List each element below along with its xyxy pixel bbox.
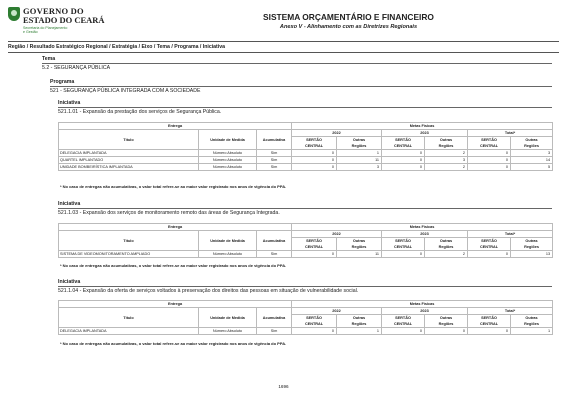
row-unit: Número Absoluto xyxy=(199,328,257,335)
total-header: Total* xyxy=(468,231,553,238)
tema-underline xyxy=(42,63,552,64)
row-unit: Número Absoluto xyxy=(199,157,257,164)
logo-subtitle-2: e Gestão xyxy=(23,30,38,34)
iniciativa-label: Iniciativa xyxy=(58,279,81,285)
row-value: 0 xyxy=(382,328,425,335)
year-2023-header: 2023 xyxy=(382,130,468,137)
acumulativa-header: Acumulativa xyxy=(257,308,292,328)
row-value: 2 xyxy=(425,251,468,258)
sertao-central-header: SERTÃO CENTRAL xyxy=(382,315,425,328)
row-value: 5 xyxy=(511,164,553,171)
logo-line-2: ESTADO DO CEARÁ xyxy=(23,15,105,25)
row-title: SISTEMA DE VIDEOMONITORAMENTO AMPLIADO xyxy=(59,251,199,258)
acumulativa-header: Acumulativa xyxy=(257,130,292,150)
table-footnote: * No caso de entregas não acumulativas, o valor total refere-se ao maior valor registrado nos anos de vigência do PPA. xyxy=(60,341,287,346)
document-title: SISTEMA ORÇAMENTÁRIO E FINANCEIRO xyxy=(263,12,434,22)
sertao-central-header: SERTÃO CENTRAL xyxy=(292,315,337,328)
outras-regioes-header: Outras Regiões xyxy=(425,315,468,328)
outras-regioes-header: Outras Regiões xyxy=(425,238,468,251)
row-unit: Número Absoluto xyxy=(199,150,257,157)
total-header: Total* xyxy=(468,130,553,137)
entrega-header: Entrega xyxy=(59,224,292,231)
table-row xyxy=(59,157,553,164)
row-value: 0 xyxy=(382,251,425,258)
outras-regioes-header: Outras Regiões xyxy=(337,238,382,251)
tema-label: Tema xyxy=(42,56,56,62)
row-value: 3 xyxy=(337,164,382,171)
metas-table xyxy=(58,122,553,171)
row-value: 0 xyxy=(382,157,425,164)
iniciativa-value: 521.1.01 - Expansão da prestação dos serviços de Segurança Pública. xyxy=(58,109,222,115)
metas-header: Metas Físicas xyxy=(292,301,553,308)
row-title: QUARTEL IMPLANTADO xyxy=(59,157,199,164)
row-value: 0 xyxy=(468,328,511,335)
table-footnote: * No caso de entregas não acumulativas, o valor total refere-se ao maior valor registrado nos anos de vigência do PPA. xyxy=(60,184,287,189)
outras-regioes-header: Outras Regiões xyxy=(337,137,382,150)
sertao-central-header: SERTÃO CENTRAL xyxy=(468,315,511,328)
row-value: 0 xyxy=(425,328,468,335)
document-subtitle: Anexo V - Alinhamento com as Diretrizes Regionais xyxy=(279,24,418,30)
table-row xyxy=(59,150,553,157)
row-value: 3 xyxy=(425,157,468,164)
entrega-header: Entrega xyxy=(59,123,292,130)
row-value: 3 xyxy=(511,150,553,157)
row-accumulative: Sim xyxy=(257,157,292,164)
iniciativa-label: Iniciativa xyxy=(58,201,81,207)
sertao-central-header: SERTÃO CENTRAL xyxy=(382,137,425,150)
sertao-central-header: SERTÃO CENTRAL xyxy=(468,238,511,251)
row-value: 0 xyxy=(468,164,511,171)
row-value: 0 xyxy=(292,150,337,157)
row-value: 2 xyxy=(425,150,468,157)
metas-table xyxy=(58,223,553,258)
year-2022-header: 2022 xyxy=(292,308,382,315)
row-unit: Número Absoluto xyxy=(199,164,257,171)
total-header: Total* xyxy=(468,308,553,315)
row-value: 0 xyxy=(292,157,337,164)
unidade-header: Unidade de Medida xyxy=(199,231,257,251)
sertao-central-header: SERTÃO CENTRAL xyxy=(292,137,337,150)
iniciativa-underline xyxy=(58,208,552,209)
row-value: 2 xyxy=(425,164,468,171)
entrega-header: Entrega xyxy=(59,301,292,308)
row-accumulative: Sim xyxy=(257,150,292,157)
row-title: DELEGACIA IMPLANTADA xyxy=(59,328,199,335)
outras-regioes-header: Outras Regiões xyxy=(511,315,553,328)
unidade-header: Unidade de Medida xyxy=(199,130,257,150)
row-accumulative: Sim xyxy=(257,164,292,171)
page-header xyxy=(0,0,567,42)
breadcrumb-divider xyxy=(8,52,559,53)
outras-regioes-header: Outras Regiões xyxy=(511,137,553,150)
row-title: UNIDADE BOMBEIRÍSTICA IMPLANTADA xyxy=(59,164,199,171)
row-value: 11 xyxy=(337,157,382,164)
row-value: 0 xyxy=(382,150,425,157)
unidade-header: Unidade de Medida xyxy=(199,308,257,328)
row-value: 0 xyxy=(468,251,511,258)
sertao-central-header: SERTÃO CENTRAL xyxy=(292,238,337,251)
outras-regioes-header: Outras Regiões xyxy=(337,315,382,328)
year-2023-header: 2023 xyxy=(382,308,468,315)
row-value: 14 xyxy=(511,157,553,164)
row-unit: Número Absoluto xyxy=(199,251,257,258)
row-accumulative: Sim xyxy=(257,328,292,335)
row-title: DELEGACIA IMPLANTADA xyxy=(59,150,199,157)
table-row xyxy=(59,164,553,171)
tema-value: 5.2 - SEGURANÇA PÚBLICA xyxy=(42,65,111,71)
iniciativa-label: Iniciativa xyxy=(58,100,81,106)
breadcrumb: Região / Resultado Estratégico Regional / Estratégia / Eixo / Tema / Programa / Iniciativa xyxy=(8,44,225,50)
table-footnote: * No caso de entregas não acumulativas, o valor total refere-se ao maior valor registrado nos anos de vigência do PPA. xyxy=(60,263,287,268)
row-value: 11 xyxy=(337,251,382,258)
titulo-header: Título xyxy=(59,231,199,251)
programa-underline xyxy=(50,86,552,87)
row-value: 0 xyxy=(292,251,337,258)
page-number: 1696 xyxy=(278,384,289,389)
table-row xyxy=(59,251,553,258)
outras-regioes-header: Outras Regiões xyxy=(511,238,553,251)
programa-label: Programa xyxy=(50,79,75,85)
row-value: 0 xyxy=(292,328,337,335)
iniciativa-underline xyxy=(58,107,552,108)
row-value: 1 xyxy=(337,150,382,157)
metas-header: Metas Físicas xyxy=(292,123,553,130)
titulo-header: Título xyxy=(59,130,199,150)
row-value: 0 xyxy=(468,157,511,164)
sertao-central-header: SERTÃO CENTRAL xyxy=(468,137,511,150)
metas-table xyxy=(58,300,553,335)
row-value: 13 xyxy=(511,251,553,258)
year-2022-header: 2022 xyxy=(292,231,382,238)
metas-header: Metas Físicas xyxy=(292,224,553,231)
row-value: 1 xyxy=(337,328,382,335)
row-accumulative: Sim xyxy=(257,251,292,258)
header-divider xyxy=(8,41,559,42)
logo-subtitle-1: Secretaria do Planejamento xyxy=(23,26,68,30)
logo-line-1: GOVERNO DO xyxy=(23,6,84,16)
titulo-header: Título xyxy=(59,308,199,328)
row-value: 0 xyxy=(468,150,511,157)
table-row xyxy=(59,328,553,335)
iniciativa-value: 521.1.04 - Expansão da oferta de serviços voltados à preservação dos direitos das pessoas em situação de vulnerabilidade social. xyxy=(58,288,359,294)
outras-regioes-header: Outras Regiões xyxy=(425,137,468,150)
year-2022-header: 2022 xyxy=(292,130,382,137)
iniciativa-underline xyxy=(58,286,552,287)
sertao-central-header: SERTÃO CENTRAL xyxy=(382,238,425,251)
acumulativa-header: Acumulativa xyxy=(257,231,292,251)
row-value: 0 xyxy=(292,164,337,171)
row-value: 1 xyxy=(511,328,553,335)
iniciativa-value: 521.1.03 - Expansão dos serviços de monitoramento remoto das áreas de Segurança Integrada. xyxy=(58,210,280,216)
year-2023-header: 2023 xyxy=(382,231,468,238)
row-value: 0 xyxy=(382,164,425,171)
programa-value: 521 - SEGURANÇA PÚBLICA INTEGRADA COM A SOCIEDADE xyxy=(50,88,201,94)
